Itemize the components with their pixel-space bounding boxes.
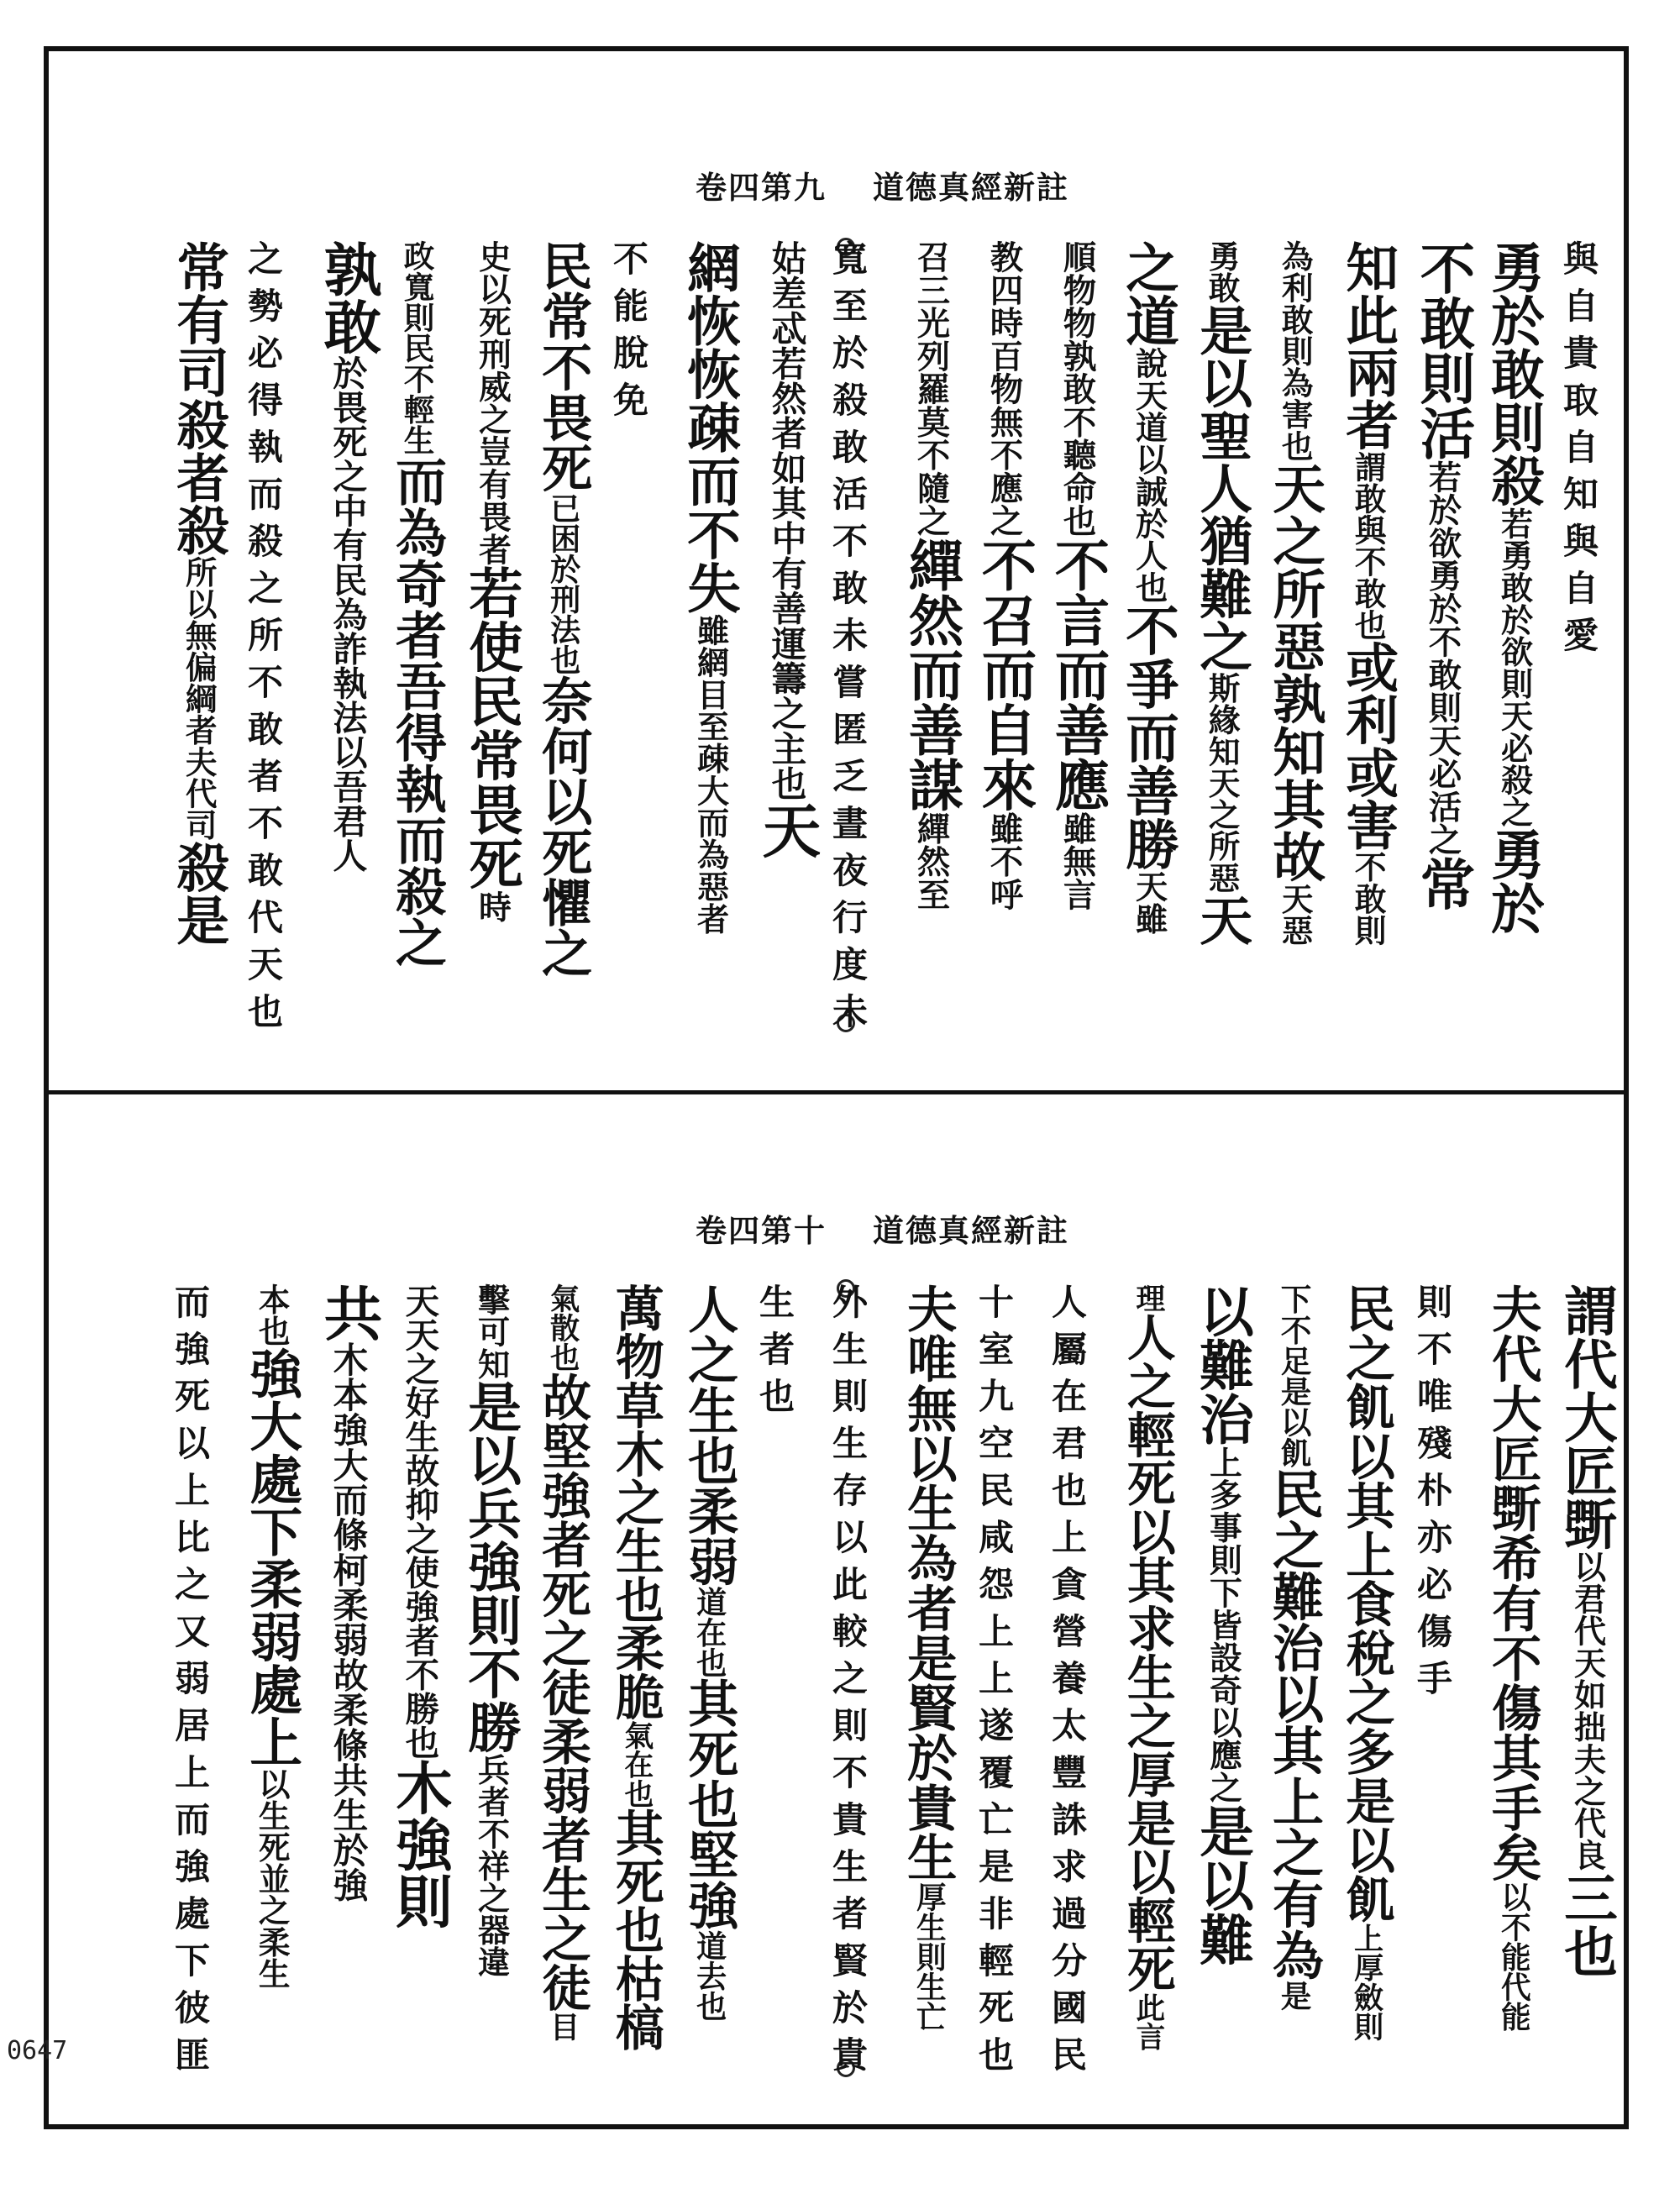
commentary-text: 以君代天如拙夫之代良 <box>1568 1550 1607 1871</box>
commentary-text: 史以死刑威之豈有畏者 <box>473 240 512 565</box>
commentary-text: 擊可知 <box>472 1283 511 1380</box>
main-text: 而為奇者吾得執而殺之 <box>386 455 447 968</box>
commentary-text: 教四時百物無不應之 <box>984 240 1024 538</box>
commentary-text: 不能脫免 <box>608 240 649 428</box>
main-text: 天 <box>1190 893 1253 946</box>
commentary-text: 外生則生存以此較之則不貴生者賢於貴 <box>827 1283 869 2083</box>
upper-text-column <box>608 240 649 428</box>
main-text: 故堅強者死之徒柔弱者生之徒 <box>533 1372 592 2012</box>
commentary-text: 時 <box>473 890 512 923</box>
commentary-text: 已困於刑法也 <box>545 492 582 675</box>
commentary-text: 下不足是以飢 <box>1275 1283 1312 1468</box>
upper-text-column <box>827 240 869 1040</box>
main-text: 不召而自來 <box>972 537 1037 812</box>
lower-text-column <box>1337 1283 1396 2042</box>
main-text: 天之所惡孰知其故 <box>1263 461 1326 883</box>
main-text: 民之難治以其上之有為 <box>1263 1467 1324 1981</box>
main-text: 是以難 <box>1190 1803 1255 1966</box>
upper-text-column <box>899 240 963 911</box>
lower-book-title: 道德真經新註 <box>873 1212 1069 1249</box>
commentary-text: 目 <box>545 2012 580 2042</box>
commentary-text: 天天之好生故抑之使強者不勝也 <box>399 1283 440 1760</box>
commentary-text: 政寬則民不輕生 <box>398 240 435 456</box>
main-text: 是以兵強則不勝 <box>459 1379 523 1754</box>
lower-text-column <box>680 1283 739 2022</box>
main-text: 人之生也柔弱 <box>680 1283 739 1587</box>
commentary-text: 若勇敢於欲則天必殺之 <box>1495 506 1534 828</box>
upper-text-column <box>1190 240 1253 946</box>
upper-text-column <box>752 240 821 859</box>
lower-panel <box>49 1094 1624 2129</box>
commentary-text: 之勢必得執而殺之所不敢者不敢代天也 <box>243 240 284 1040</box>
commentary-text: 不敢則 <box>1349 851 1387 946</box>
lower-text-column <box>459 1283 523 1978</box>
lower-text-column <box>1556 1283 1620 1978</box>
main-text: 共 <box>313 1283 382 1342</box>
upper-text-column <box>1263 240 1326 946</box>
commentary-text: 道去也 <box>691 1930 728 2022</box>
commentary-text: 若於欲勇於不敢則天必活之 <box>1423 459 1462 856</box>
commentary-text: 上多事則下皆設奇以應之 <box>1204 1446 1242 1804</box>
lower-text-column <box>1483 1283 1543 2032</box>
upper-text-column <box>533 240 593 979</box>
page-frame <box>44 46 1629 2129</box>
lower-text-column <box>1190 1283 1255 1966</box>
upper-text-column <box>1045 240 1110 911</box>
commentary-text: 木本強大而條柯柔弱故柔條共生於強 <box>327 1341 369 1902</box>
commentary-text: 與自貴取自知與自愛 <box>1558 240 1599 664</box>
commentary-text: 人屬在君也上貪營養太豐誅求過分國民 <box>1047 1283 1088 2083</box>
upper-text-column <box>972 240 1037 911</box>
main-text: 孰敢 <box>313 240 381 355</box>
commentary-text: 生者也 <box>754 1283 795 1425</box>
upper-text-column <box>167 240 230 946</box>
commentary-text: 天惡 <box>1276 882 1314 946</box>
commentary-text: 而強死以上比之又弱居上而強處下彼匪 <box>170 1283 211 2083</box>
commentary-text: 斯緣知天之所惡 <box>1203 672 1241 894</box>
main-text: 其死也堅強 <box>680 1677 739 1931</box>
commentary-text: 順物物孰敢不聽命也 <box>1058 240 1097 538</box>
main-text: 網恢恢疎而不失 <box>679 240 743 614</box>
upper-text-column <box>1336 240 1399 946</box>
lower-text-column <box>606 1283 664 2051</box>
commentary-text: 於畏死之中有民為詐執法以吾君人 <box>327 354 369 873</box>
lower-text-column <box>240 1283 303 1989</box>
commentary-text: 氣散也 <box>545 1283 580 1372</box>
commentary-text: 上厚斂則 <box>1349 1923 1384 2042</box>
commentary-text: 謂敢與不敢也 <box>1349 450 1387 641</box>
commentary-text: 厚生則生亡 <box>911 1881 947 2032</box>
upper-panel <box>49 51 1624 1090</box>
lower-page-header <box>696 1205 1069 1251</box>
commentary-text: 召三光列羅莫不隨之 <box>911 240 951 538</box>
upper-text-column <box>386 240 447 968</box>
commentary-text: 以生死並之柔生 <box>253 1767 291 1989</box>
main-text: 是以聖人猶難之 <box>1190 303 1253 672</box>
commentary-text: 則不唯殘朴亦必傷手 <box>1412 1283 1453 1707</box>
commentary-text: 雖無言 <box>1058 811 1097 911</box>
main-text: 奈何以死懼之 <box>533 674 593 979</box>
main-text: 知此兩者 <box>1336 240 1399 451</box>
main-text: 勇於 <box>1483 827 1546 935</box>
commentary-text: 勇敢 <box>1203 240 1241 304</box>
lower-text-column <box>754 1283 795 1425</box>
main-text: 強大處下柔弱處上 <box>240 1346 303 1768</box>
lower-text-column <box>1118 1283 1176 2051</box>
main-text: 民之飢以其上食稅之多 <box>1337 1283 1396 1776</box>
lower-text-column <box>170 1283 211 2083</box>
upper-volume-label: 卷四第九 <box>696 169 827 206</box>
commentary-text: 兵者不祥之器違 <box>472 1753 511 1978</box>
lower-text-column <box>827 1283 869 2083</box>
main-text: 不爭而善勝 <box>1117 603 1181 871</box>
lower-text-column <box>313 1283 382 1902</box>
lower-text-column <box>1263 1283 1324 2011</box>
upper-text-column <box>1558 240 1599 664</box>
main-text: 繟然而善謀 <box>899 537 963 812</box>
main-text: 是以輕死 <box>1118 1798 1176 1993</box>
main-text: 民常不畏死 <box>533 240 593 493</box>
commentary-text: 本也 <box>253 1283 291 1347</box>
upper-text-column <box>1117 240 1181 935</box>
lower-text-column <box>1412 1283 1453 1707</box>
main-text: 人之輕死以其求生之厚 <box>1118 1312 1176 1799</box>
commentary-text: 寬至於殺敢活不敢未嘗匿乏晝夜行度未 <box>827 240 869 1040</box>
upper-text-column <box>1410 240 1475 911</box>
main-text: 之道 <box>1117 240 1181 348</box>
main-text: 希有不傷其手矣 <box>1483 1532 1543 1882</box>
commentary-text: 十室九空民咸怨上上遂覆亡是非輕死也 <box>974 1283 1015 2083</box>
lower-text-column <box>974 1283 1015 2083</box>
main-text: 不敢則活 <box>1410 240 1475 460</box>
main-text: 常有司殺者殺 <box>167 240 230 557</box>
main-text: 夫代大匠斲 <box>1483 1283 1543 1533</box>
commentary-text: 以不能代能 <box>1496 1881 1531 2032</box>
lower-text-column <box>386 1283 454 1929</box>
main-text: 或利或害 <box>1336 640 1399 852</box>
main-text: 以難治 <box>1190 1283 1255 1446</box>
commentary-text: 姑差忒若然者如其中有善運籌之主也 <box>765 240 807 801</box>
lower-text-column <box>533 1283 592 2042</box>
main-text: 若使民常畏死 <box>459 564 524 890</box>
upper-page-header <box>696 162 1069 207</box>
commentary-text: 是 <box>1275 1980 1312 2011</box>
commentary-text: 此言 <box>1130 1992 1165 2051</box>
main-text: 常 <box>1410 855 1475 911</box>
upper-book-title: 道德真經新註 <box>873 169 1069 206</box>
main-text: 是以飢 <box>1337 1775 1396 1923</box>
main-text: 三也 <box>1556 1871 1620 1978</box>
commentary-text: 雖網目至疎大而為惡者 <box>691 614 730 935</box>
main-text: 殺是 <box>167 840 230 946</box>
commentary-text: 為利敢則為害也 <box>1276 240 1314 462</box>
main-text: 夫唯無以生為者是賢於貴生 <box>899 1283 958 1882</box>
main-text: 不言而善應 <box>1045 537 1110 812</box>
upper-text-column <box>679 240 743 935</box>
main-text: 其死也枯槁 <box>606 1808 664 2051</box>
main-text: 木強則 <box>386 1759 454 1929</box>
upper-text-column <box>243 240 284 1040</box>
commentary-text: 氣在也 <box>618 1720 654 1808</box>
main-text: 謂代大匠斲 <box>1556 1283 1620 1551</box>
upper-text-column <box>313 240 381 873</box>
commentary-text: 所以無偏綱者夫代司 <box>180 556 218 841</box>
commentary-text: 道在也 <box>691 1586 728 1678</box>
lower-text-column <box>1047 1283 1088 2083</box>
main-text: 勇於敢則殺 <box>1483 240 1546 507</box>
commentary-text: 雖不呼 <box>984 811 1024 911</box>
lower-text-column <box>899 1283 958 2032</box>
commentary-text: 繟然至 <box>911 811 951 911</box>
upper-text-column <box>1483 240 1546 935</box>
lower-volume-label: 卷四第十 <box>696 1212 827 1249</box>
commentary-text: 說天道以誠於人也 <box>1130 347 1168 604</box>
page-number: 0647 <box>7 2036 68 2065</box>
commentary-text: 理 <box>1130 1283 1165 1313</box>
upper-text-column <box>459 240 524 923</box>
commentary-text: 天雖 <box>1130 870 1168 935</box>
main-text: 天 <box>752 800 821 859</box>
main-text: 萬物草木之生也柔脆 <box>606 1283 664 1721</box>
